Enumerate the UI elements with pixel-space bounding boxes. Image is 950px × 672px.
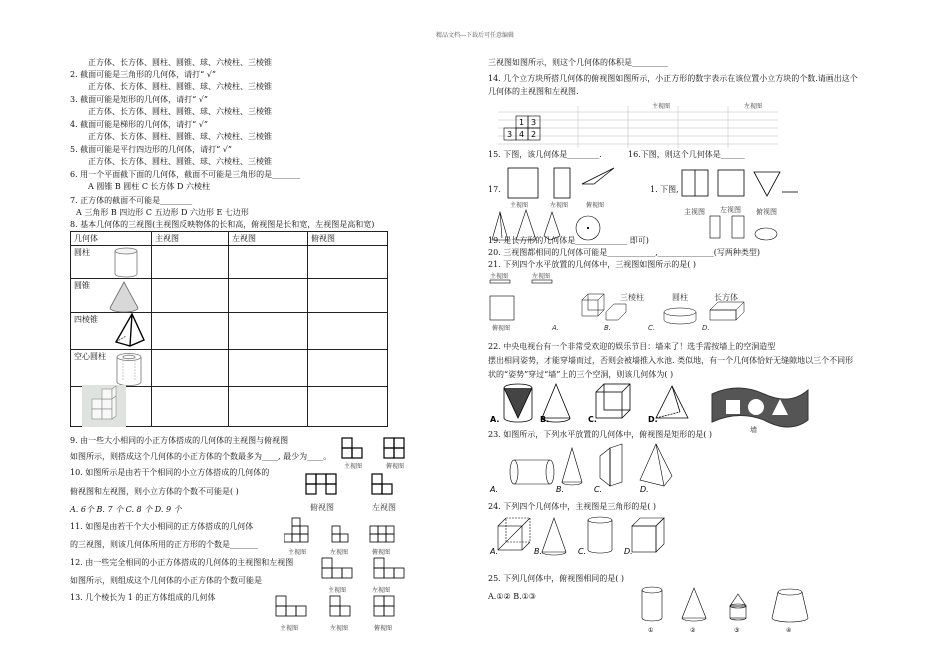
q19-shapes-figure xyxy=(706,212,782,246)
q25-figure xyxy=(630,582,820,636)
q12-question: 如图所示，则组成这个几何体的小正方体的个数可能是 xyxy=(70,576,262,585)
q9-top-label: 俯视图 xyxy=(386,463,405,470)
q10-question: 俯视图和左视图，则小立方体的个数不可能是( ) xyxy=(70,487,239,496)
cube-stack-figure xyxy=(82,385,126,427)
q21-text: 21. 下列四个水平放置的几何体中，三视图如图所示的是( ) xyxy=(488,260,697,269)
table-head-top: 俯视图 xyxy=(308,232,388,246)
q21-cylinder-label: 圆柱 xyxy=(672,293,688,302)
q21-top-label: 俯视图 xyxy=(492,325,511,332)
q18-left-label: 左视图 xyxy=(720,206,741,214)
q23-option-b: B. xyxy=(556,485,565,494)
q14-front-label: 主视图 xyxy=(652,103,671,110)
table-row-cone: 圆锥 xyxy=(71,279,152,313)
q9-front-label: 主视图 xyxy=(344,463,363,470)
q18-front-label: 主视图 xyxy=(684,208,705,216)
q10-views-figure xyxy=(300,468,410,516)
q23-text: 23. 如图所示，下列水平放置的几何体中，俯视图是矩形的是( ) xyxy=(488,430,713,439)
q5-text: 5. 截面可能是平行四边形的几何体，请打“ √” xyxy=(70,145,232,154)
q23-option-d: D. xyxy=(640,485,649,494)
q13-front-label-top: 主视图 xyxy=(328,587,347,594)
q3-text: 3. 截面可能是矩形的几何体，请打“ √” xyxy=(70,95,208,104)
q13-top-label: 俯视图 xyxy=(374,625,393,632)
q21-option-a: A. xyxy=(552,324,560,332)
q25-options: A.①② B.①③ xyxy=(488,592,536,601)
q22-option-b: B. xyxy=(540,415,550,424)
q2-options: 正方体、长方体、圆柱、圆锥、球、六棱柱、三棱锥 xyxy=(88,82,272,91)
q21-front-label: 主视图 xyxy=(490,273,509,280)
q11-front-label: 主视图 xyxy=(288,549,307,556)
q13-left-label: 左视图 xyxy=(330,625,349,632)
q7-text: 7. 正方体的截面不可能是________ xyxy=(70,196,193,205)
q13-views-figure xyxy=(270,582,420,634)
q14-grid-cell: 3 xyxy=(507,130,513,139)
q19-text: 19. 是长方形的几何体是_____________ 即可) xyxy=(488,236,649,245)
q23-option-c: C. xyxy=(594,485,603,494)
q18-text: 1. 下图, xyxy=(650,185,679,194)
q24-figure xyxy=(488,512,678,558)
q14-drawing-area xyxy=(488,98,888,150)
page-header: 精品文档---下载后可任意编辑 xyxy=(435,32,515,39)
q13-text: 13. 几个棱长为 1 的正方体组成的几何体 xyxy=(70,593,216,602)
q10-left-label: 左视图 xyxy=(372,503,396,512)
q3-options: 正方体、长方体、圆柱、圆锥、球、六棱柱、三棱锥 xyxy=(88,107,272,116)
q22-wall-label: 墙 xyxy=(750,426,757,434)
q14-left-label: 左视图 xyxy=(744,103,763,110)
q21-prism-label: 三棱柱 xyxy=(620,293,644,302)
q9-question: 如图所示，则搭成这个几何体的小正方体的个数最多为____, 最少为____。 xyxy=(70,452,332,461)
q14-text: 14. 几个立方块所搭几何体的俯视图如图所示，小正方形的数字表示在该位置小立方块的个数.请画出这个 xyxy=(488,74,858,83)
square-pyramid-figure xyxy=(112,312,152,350)
q8-text: 8. 基本几何体的三视图(主视图反映物体的长和高，俯视图是长和宽，左视图是高和宽) xyxy=(70,220,375,229)
q11-question: 的三视图，则该几何体所用的正方形的个数是_______ xyxy=(70,540,258,549)
q17-left-label: 左视图 xyxy=(550,202,569,209)
q5-options: 正方体、长方体、圆柱、圆锥、球、六棱柱、三棱锥 xyxy=(88,157,272,166)
table-head-left: 左视图 xyxy=(229,232,308,246)
q22-text: 22. 中央电视台有一个非常受欢迎的娱乐节目：墙来了！选手需按墙上的空洞造型 xyxy=(488,342,776,351)
q21-option-c: C. xyxy=(648,324,656,332)
q21-cuboid-label: 长方体 xyxy=(714,293,738,302)
q10-top-label: 俯视图 xyxy=(310,503,334,512)
q21-left-label: 左视图 xyxy=(532,273,551,280)
q2-text: 2. 截面可能是三角形的几何体，请打“ √” xyxy=(70,70,216,79)
q10-options: A. 6个 B. 7 个 C. 8 个 D. 9 个 xyxy=(70,505,182,514)
q23-option-a: A. xyxy=(490,485,499,494)
q13-left-label-top: 左视图 xyxy=(372,587,391,594)
q23-figure xyxy=(488,440,708,494)
q4-options: 正方体、长方体、圆柱、圆锥、球、六棱柱、三棱锥 xyxy=(88,132,272,141)
q11-top-label: 俯视图 xyxy=(372,549,391,556)
q24-option-a: A. xyxy=(490,547,499,556)
q14-grid-cell: 2 xyxy=(531,130,537,139)
q22-option-d: D. xyxy=(648,415,658,424)
q13-continued: 三视图如图所示，则这个几何体的体积是_________ xyxy=(488,58,668,67)
q21-figure xyxy=(488,270,768,334)
q22-option-c: C. xyxy=(588,415,597,424)
q4-text: 4. 截面可能是梯形的几何体，请打“ √” xyxy=(70,120,208,129)
q7-options: A 三角形 B 四边形 C 五边形 D 六边形 E 七边形 xyxy=(76,208,249,217)
q20-text: 20. 三视图都相同的几何体可能是____________,______________(写两种类型) xyxy=(488,248,761,257)
q11-left-label: 左视图 xyxy=(330,549,349,556)
q25-num-2: ② xyxy=(690,627,696,634)
q24-option-c: C. xyxy=(578,547,587,556)
q13-front-label: 主视图 xyxy=(280,625,299,632)
q25-text: 25. 下列几何体中，俯视图相同的是( ) xyxy=(488,574,625,583)
q12-text: 12. 由一些完全相同的小正方体搭成的几何体的主视图和左视图 xyxy=(70,558,294,567)
q21-option-d: D. xyxy=(702,324,710,332)
table-head-solid: 几何体 xyxy=(71,232,152,246)
q22-text-2: 摆出相同姿势，才能穿墙而过，否则会被墙推入水池. 类似地，有一个几何体恰好无缝隙地以三个不同形 xyxy=(488,356,854,365)
q22-text-3: 状的“姿势”穿过“墙”上的三个空洞，则该几何体为( ) xyxy=(488,370,674,379)
q14-text-2: 几何体的主视图和左视图. xyxy=(488,87,579,96)
q9-text: 9. 由一些大小相同的小正方体搭成的几何体的主视图与俯视图 xyxy=(70,436,289,445)
q1-options: 正方体、长方体、圆柱、圆锥、球、六棱柱、三棱锥 xyxy=(88,58,272,67)
q24-option-b: B. xyxy=(534,547,543,556)
table-row-hollow-cylinder: 空心圆柱 xyxy=(71,350,152,387)
q25-num-1: ① xyxy=(648,627,654,634)
q17-top-label: 俯视图 xyxy=(586,202,605,209)
table-head-front: 主视图 xyxy=(152,232,229,246)
cone-figure xyxy=(104,280,144,316)
q14-grid-cell: 4 xyxy=(519,130,525,139)
q11-views-figure xyxy=(284,512,414,560)
q17-views-figure xyxy=(504,164,648,210)
q6-text: 6. 用一个平面截下面的几何体，截面不可能是三角形的是_______ xyxy=(70,170,301,179)
q22-figure xyxy=(488,380,818,436)
table-row-pyramid: 四棱锥 xyxy=(71,313,152,350)
q18-top-label: 俯视图 xyxy=(756,208,777,216)
q14-grid-cell: 3 xyxy=(531,118,537,127)
q15-text: 15. 下图，该几何体是________. xyxy=(488,150,602,159)
q17-front-label: 主视图 xyxy=(510,202,529,209)
q9-views-figure xyxy=(340,436,410,472)
q16-text: 16.下图，则这个几何体是______ xyxy=(628,150,745,159)
q24-option-d: D. xyxy=(624,547,633,556)
q24-text: 24. 下列四个几何体中，主视图是三角形的是( ) xyxy=(488,502,657,511)
q10-text: 10. 如图所示是由若干个相同的小立方体搭成的几何体的 xyxy=(70,468,270,477)
q25-num-3: ③ xyxy=(734,627,740,634)
q11-text: 11. 如图是由若干个大小相同的正方体搭成的几何体 xyxy=(70,522,254,531)
q14-grid-cell: 1 xyxy=(519,118,525,127)
table-row-cylinder: 圆柱 xyxy=(71,246,152,279)
q22-option-a: A. xyxy=(490,415,500,424)
cylinder-figure xyxy=(110,246,146,282)
q17-number: 17. xyxy=(488,185,501,194)
q25-num-4: ④ xyxy=(786,627,792,634)
q21-option-b: B. xyxy=(604,324,612,332)
q6-options: A 圆锥 B 圆柱 C 长方体 D 六棱柱 xyxy=(88,182,210,191)
